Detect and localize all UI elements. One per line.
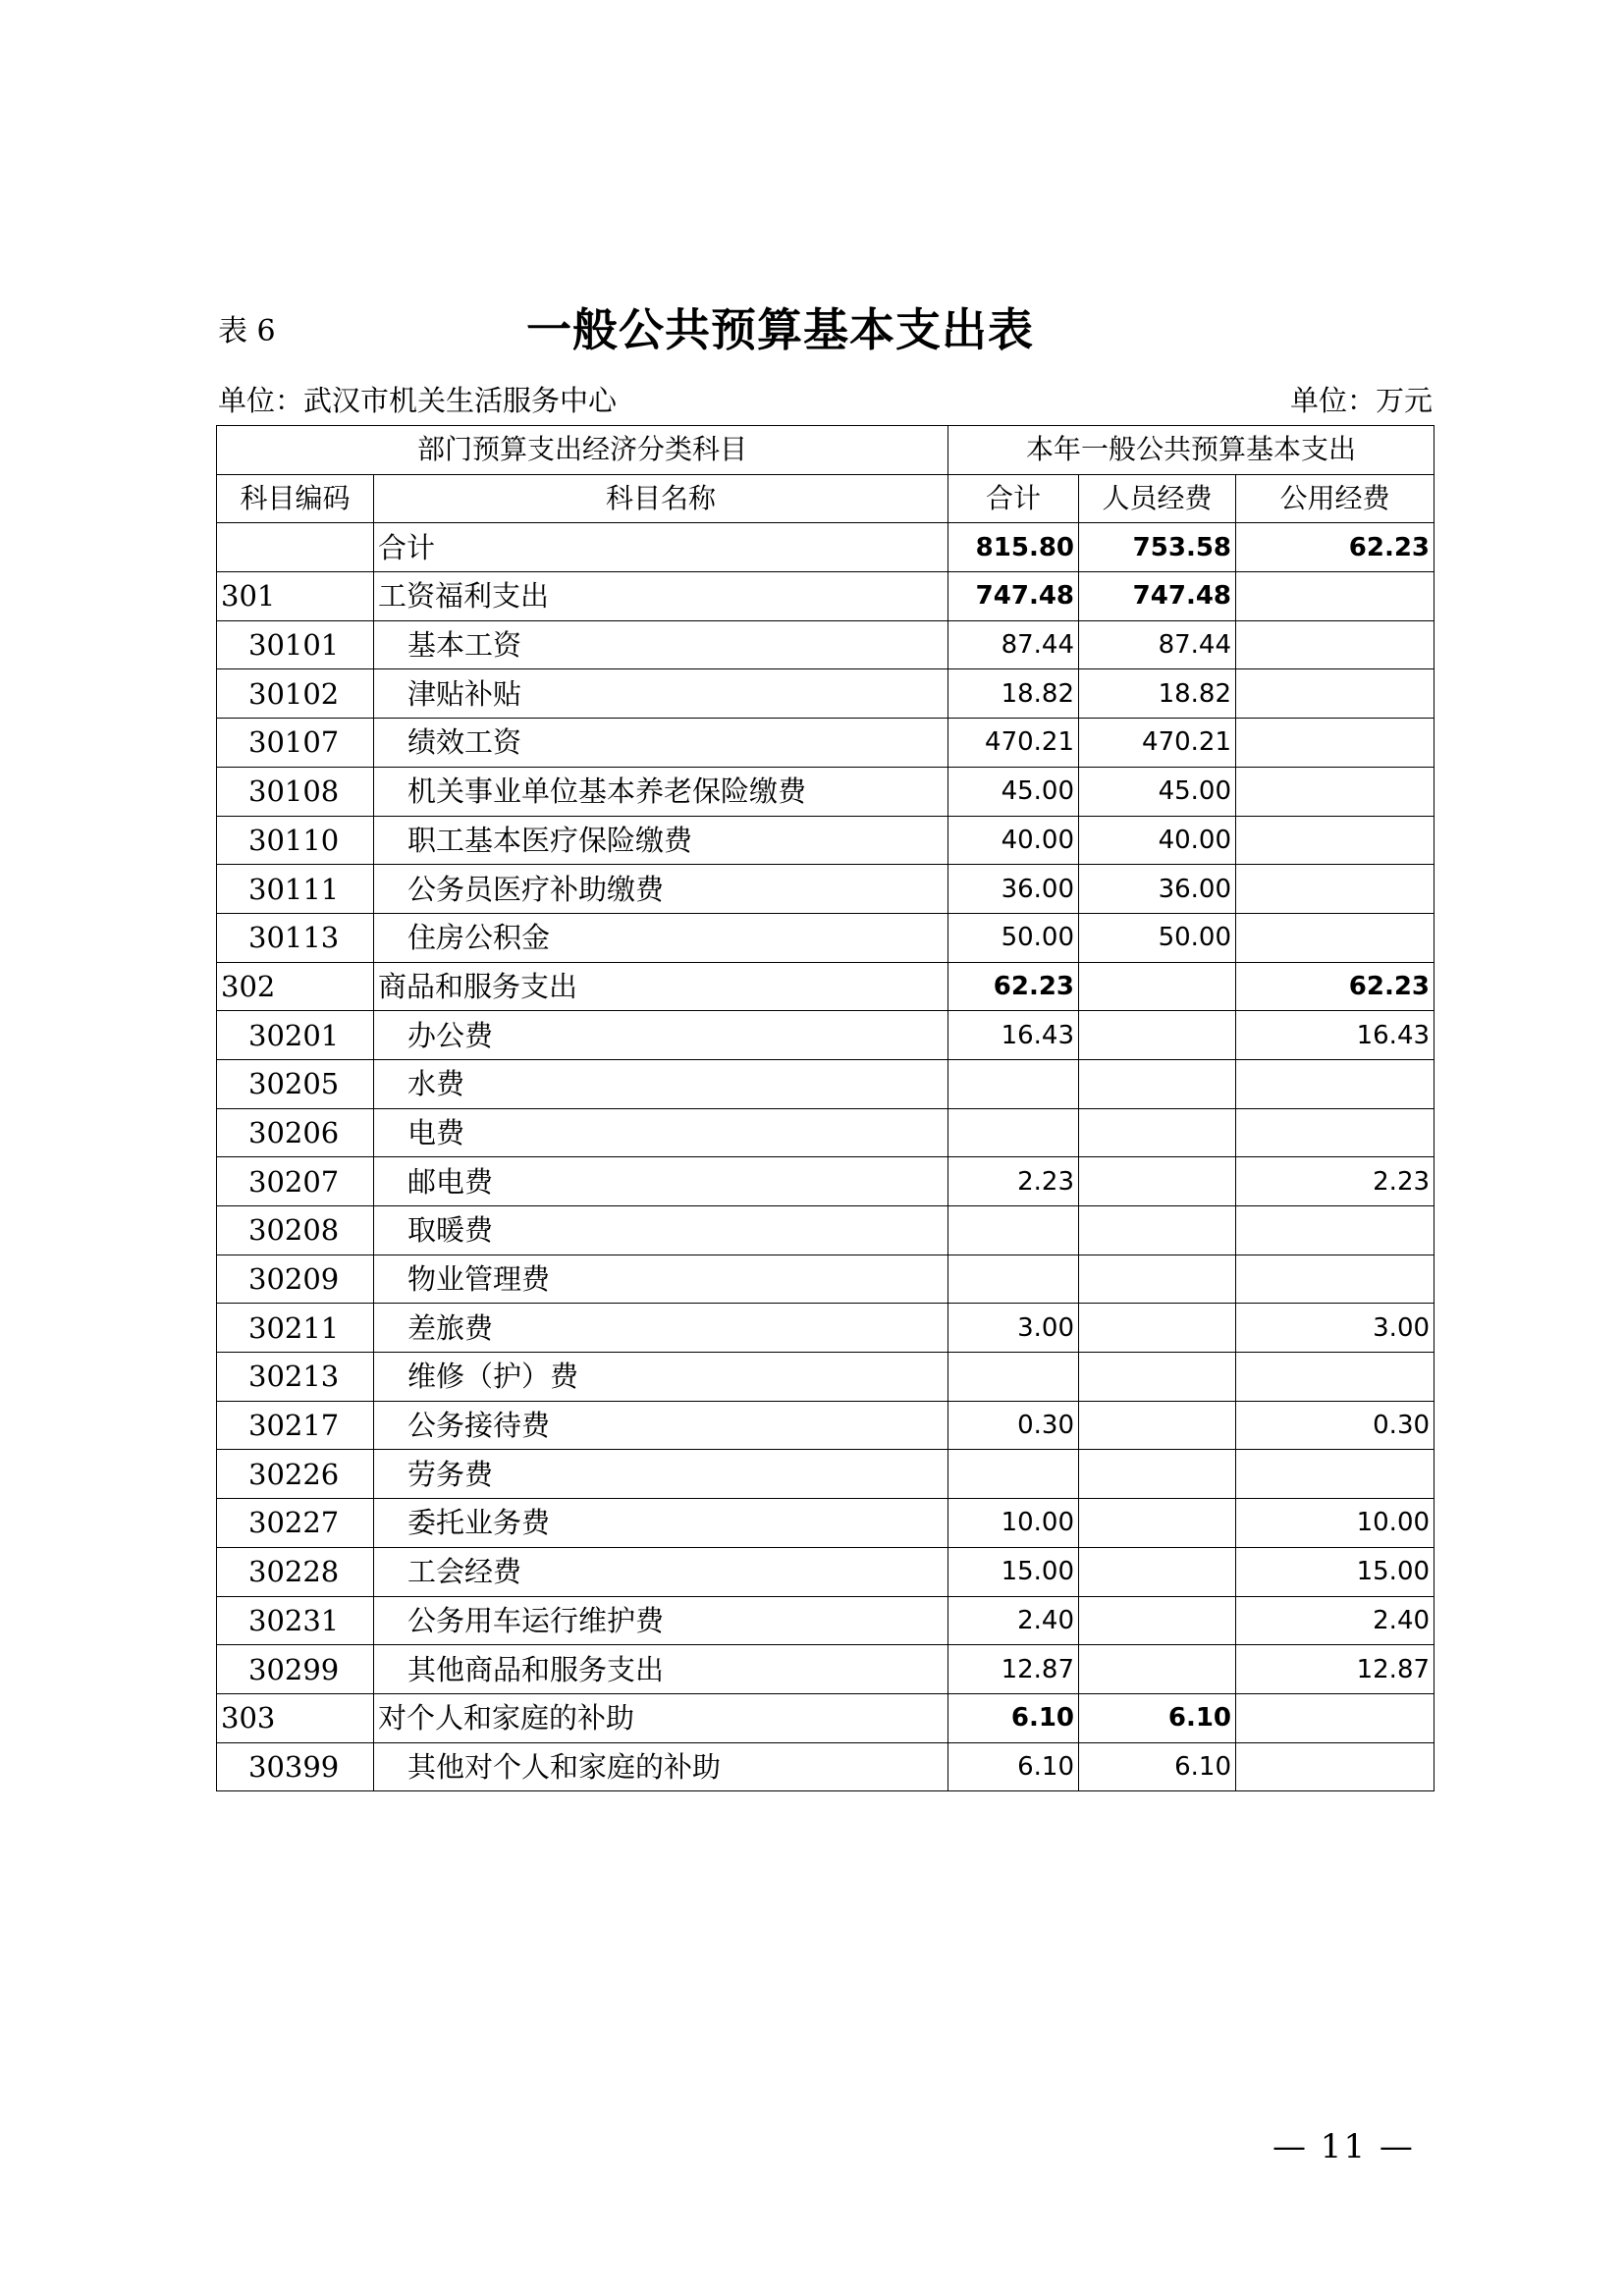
cell-code: 301 <box>217 572 374 621</box>
cell-personnel <box>1079 1255 1236 1304</box>
cell-code: 303 <box>217 1693 374 1742</box>
cell-name: 劳务费 <box>374 1450 948 1499</box>
unit-currency: 单位：万元 <box>1289 384 1433 417</box>
table-row <box>217 719 1435 768</box>
cell-public <box>1236 865 1435 914</box>
cell-public <box>1236 1059 1435 1108</box>
column-header-name: 科目名称 <box>374 474 948 523</box>
table-row <box>217 620 1435 669</box>
cell-name: 取暖费 <box>374 1206 948 1255</box>
cell-personnel: 753.58 <box>1079 523 1236 572</box>
cell-name: 对个人和家庭的补助 <box>374 1693 948 1742</box>
cell-total: 470.21 <box>948 719 1079 768</box>
cell-name: 工资福利支出 <box>374 572 948 621</box>
table-row <box>217 1645 1435 1694</box>
cell-personnel <box>1079 1157 1236 1206</box>
cell-total: 12.87 <box>948 1645 1079 1694</box>
cell-total: 87.44 <box>948 620 1079 669</box>
cell-name: 物业管理费 <box>374 1255 948 1304</box>
cell-personnel: 18.82 <box>1079 669 1236 719</box>
table-row <box>217 816 1435 865</box>
cell-personnel: 36.00 <box>1079 865 1236 914</box>
cell-personnel <box>1079 1450 1236 1499</box>
cell-public: 62.23 <box>1236 523 1435 572</box>
table-row <box>217 1157 1435 1206</box>
column-header-code: 科目编码 <box>217 474 374 523</box>
cell-total: 18.82 <box>948 669 1079 719</box>
table-row <box>217 767 1435 816</box>
table-label: 表 6 <box>218 314 276 348</box>
cell-personnel: 747.48 <box>1079 572 1236 621</box>
cell-total: 2.23 <box>948 1157 1079 1206</box>
cell-personnel <box>1079 962 1236 1011</box>
cell-name: 基本工资 <box>374 620 948 669</box>
cell-name: 绩效工资 <box>374 719 948 768</box>
cell-total <box>948 1255 1079 1304</box>
cell-code: 30207 <box>217 1157 374 1206</box>
cell-total: 6.10 <box>948 1693 1079 1742</box>
cell-personnel: 45.00 <box>1079 767 1236 816</box>
cell-personnel: 50.00 <box>1079 913 1236 962</box>
cell-total: 16.43 <box>948 1011 1079 1060</box>
unit-organization: 单位：武汉市机关生活服务中心 <box>218 384 618 417</box>
cell-total <box>948 1108 1079 1157</box>
cell-public <box>1236 669 1435 719</box>
cell-code: 30226 <box>217 1450 374 1499</box>
table-row <box>217 913 1435 962</box>
cell-personnel: 40.00 <box>1079 816 1236 865</box>
cell-public <box>1236 1742 1435 1791</box>
cell-total: 15.00 <box>948 1547 1079 1596</box>
cell-public <box>1236 1450 1435 1499</box>
table-body <box>217 523 1435 1791</box>
budget-table <box>216 425 1435 1791</box>
cell-total: 40.00 <box>948 816 1079 865</box>
cell-public <box>1236 572 1435 621</box>
table-column-header-row <box>217 474 1435 523</box>
cell-name: 商品和服务支出 <box>374 962 948 1011</box>
cell-public: 10.00 <box>1236 1499 1435 1548</box>
cell-total: 50.00 <box>948 913 1079 962</box>
cell-personnel: 87.44 <box>1079 620 1236 669</box>
page-number: — 11 — <box>1272 2127 1415 2166</box>
cell-personnel <box>1079 1596 1236 1645</box>
group-header-classification: 部门预算支出经济分类科目 <box>217 426 948 475</box>
column-header-total: 合计 <box>948 474 1079 523</box>
cell-personnel <box>1079 1206 1236 1255</box>
cell-public: 15.00 <box>1236 1547 1435 1596</box>
cell-personnel <box>1079 1353 1236 1402</box>
table-row <box>217 1499 1435 1548</box>
cell-name: 机关事业单位基本养老保险缴费 <box>374 767 948 816</box>
table-row <box>217 1255 1435 1304</box>
cell-total <box>948 1450 1079 1499</box>
cell-total: 10.00 <box>948 1499 1079 1548</box>
cell-code: 30209 <box>217 1255 374 1304</box>
cell-total <box>948 1059 1079 1108</box>
cell-code: 30228 <box>217 1547 374 1596</box>
cell-total: 62.23 <box>948 962 1079 1011</box>
table-row <box>217 1450 1435 1499</box>
cell-name: 委托业务费 <box>374 1499 948 1548</box>
cell-public <box>1236 1353 1435 1402</box>
table-group-header-row <box>217 426 1435 475</box>
cell-name: 其他对个人和家庭的补助 <box>374 1742 948 1791</box>
cell-code: 30201 <box>217 1011 374 1060</box>
table-row <box>217 962 1435 1011</box>
cell-code: 30111 <box>217 865 374 914</box>
cell-code: 30107 <box>217 719 374 768</box>
cell-public <box>1236 1206 1435 1255</box>
cell-name: 公务用车运行维护费 <box>374 1596 948 1645</box>
cell-total: 36.00 <box>948 865 1079 914</box>
column-header-public: 公用经费 <box>1236 474 1435 523</box>
cell-name: 邮电费 <box>374 1157 948 1206</box>
cell-public: 2.40 <box>1236 1596 1435 1645</box>
table-row <box>217 1011 1435 1060</box>
cell-code: 30399 <box>217 1742 374 1791</box>
cell-code: 30108 <box>217 767 374 816</box>
table-row <box>217 1304 1435 1353</box>
cell-name: 津贴补贴 <box>374 669 948 719</box>
table-row <box>217 1596 1435 1645</box>
cell-public <box>1236 767 1435 816</box>
cell-code: 30231 <box>217 1596 374 1645</box>
cell-code <box>217 523 374 572</box>
page-title: 一般公共预算基本支出表 <box>526 303 1034 356</box>
cell-public <box>1236 816 1435 865</box>
cell-personnel <box>1079 1401 1236 1450</box>
cell-code: 30101 <box>217 620 374 669</box>
cell-total: 3.00 <box>948 1304 1079 1353</box>
cell-public: 12.87 <box>1236 1645 1435 1694</box>
cell-public: 16.43 <box>1236 1011 1435 1060</box>
cell-code: 30208 <box>217 1206 374 1255</box>
cell-code: 30227 <box>217 1499 374 1548</box>
cell-total: 2.40 <box>948 1596 1079 1645</box>
cell-personnel <box>1079 1499 1236 1548</box>
cell-name: 水费 <box>374 1059 948 1108</box>
table-row <box>217 1353 1435 1402</box>
table-row <box>217 1401 1435 1450</box>
cell-personnel <box>1079 1547 1236 1596</box>
cell-total: 747.48 <box>948 572 1079 621</box>
cell-name: 合计 <box>374 523 948 572</box>
cell-personnel <box>1079 1645 1236 1694</box>
cell-total: 815.80 <box>948 523 1079 572</box>
cell-personnel <box>1079 1059 1236 1108</box>
cell-public <box>1236 913 1435 962</box>
cell-public <box>1236 1255 1435 1304</box>
cell-code: 302 <box>217 962 374 1011</box>
table-row <box>217 1059 1435 1108</box>
cell-code: 30102 <box>217 669 374 719</box>
cell-total: 6.10 <box>948 1742 1079 1791</box>
cell-public <box>1236 1108 1435 1157</box>
table-row <box>217 1206 1435 1255</box>
cell-personnel: 470.21 <box>1079 719 1236 768</box>
cell-total <box>948 1206 1079 1255</box>
cell-public <box>1236 719 1435 768</box>
cell-personnel <box>1079 1304 1236 1353</box>
cell-name: 电费 <box>374 1108 948 1157</box>
cell-total: 45.00 <box>948 767 1079 816</box>
group-header-expenditure: 本年一般公共预算基本支出 <box>948 426 1435 475</box>
column-header-personnel: 人员经费 <box>1079 474 1236 523</box>
cell-public <box>1236 1693 1435 1742</box>
cell-public <box>1236 620 1435 669</box>
table-row <box>217 1547 1435 1596</box>
cell-code: 30299 <box>217 1645 374 1694</box>
table-row <box>217 865 1435 914</box>
cell-name: 住房公积金 <box>374 913 948 962</box>
cell-personnel: 6.10 <box>1079 1693 1236 1742</box>
cell-code: 30110 <box>217 816 374 865</box>
cell-name: 公务接待费 <box>374 1401 948 1450</box>
table-row <box>217 1108 1435 1157</box>
cell-personnel <box>1079 1011 1236 1060</box>
table-row <box>217 1742 1435 1791</box>
cell-personnel: 6.10 <box>1079 1742 1236 1791</box>
cell-name: 工会经费 <box>374 1547 948 1596</box>
cell-name: 公务员医疗补助缴费 <box>374 865 948 914</box>
cell-public: 2.23 <box>1236 1157 1435 1206</box>
cell-public: 62.23 <box>1236 962 1435 1011</box>
cell-code: 30206 <box>217 1108 374 1157</box>
cell-name: 差旅费 <box>374 1304 948 1353</box>
cell-code: 30213 <box>217 1353 374 1402</box>
cell-name: 其他商品和服务支出 <box>374 1645 948 1694</box>
cell-name: 办公费 <box>374 1011 948 1060</box>
cell-code: 30205 <box>217 1059 374 1108</box>
cell-public: 3.00 <box>1236 1304 1435 1353</box>
cell-code: 30217 <box>217 1401 374 1450</box>
cell-total: 0.30 <box>948 1401 1079 1450</box>
table-row <box>217 523 1435 572</box>
cell-personnel <box>1079 1108 1236 1157</box>
cell-code: 30113 <box>217 913 374 962</box>
table-row <box>217 572 1435 621</box>
cell-public: 0.30 <box>1236 1401 1435 1450</box>
cell-name: 维修（护）费 <box>374 1353 948 1402</box>
cell-total <box>948 1353 1079 1402</box>
table-row <box>217 669 1435 719</box>
table-row <box>217 1693 1435 1742</box>
cell-name: 职工基本医疗保险缴费 <box>374 816 948 865</box>
cell-code: 30211 <box>217 1304 374 1353</box>
